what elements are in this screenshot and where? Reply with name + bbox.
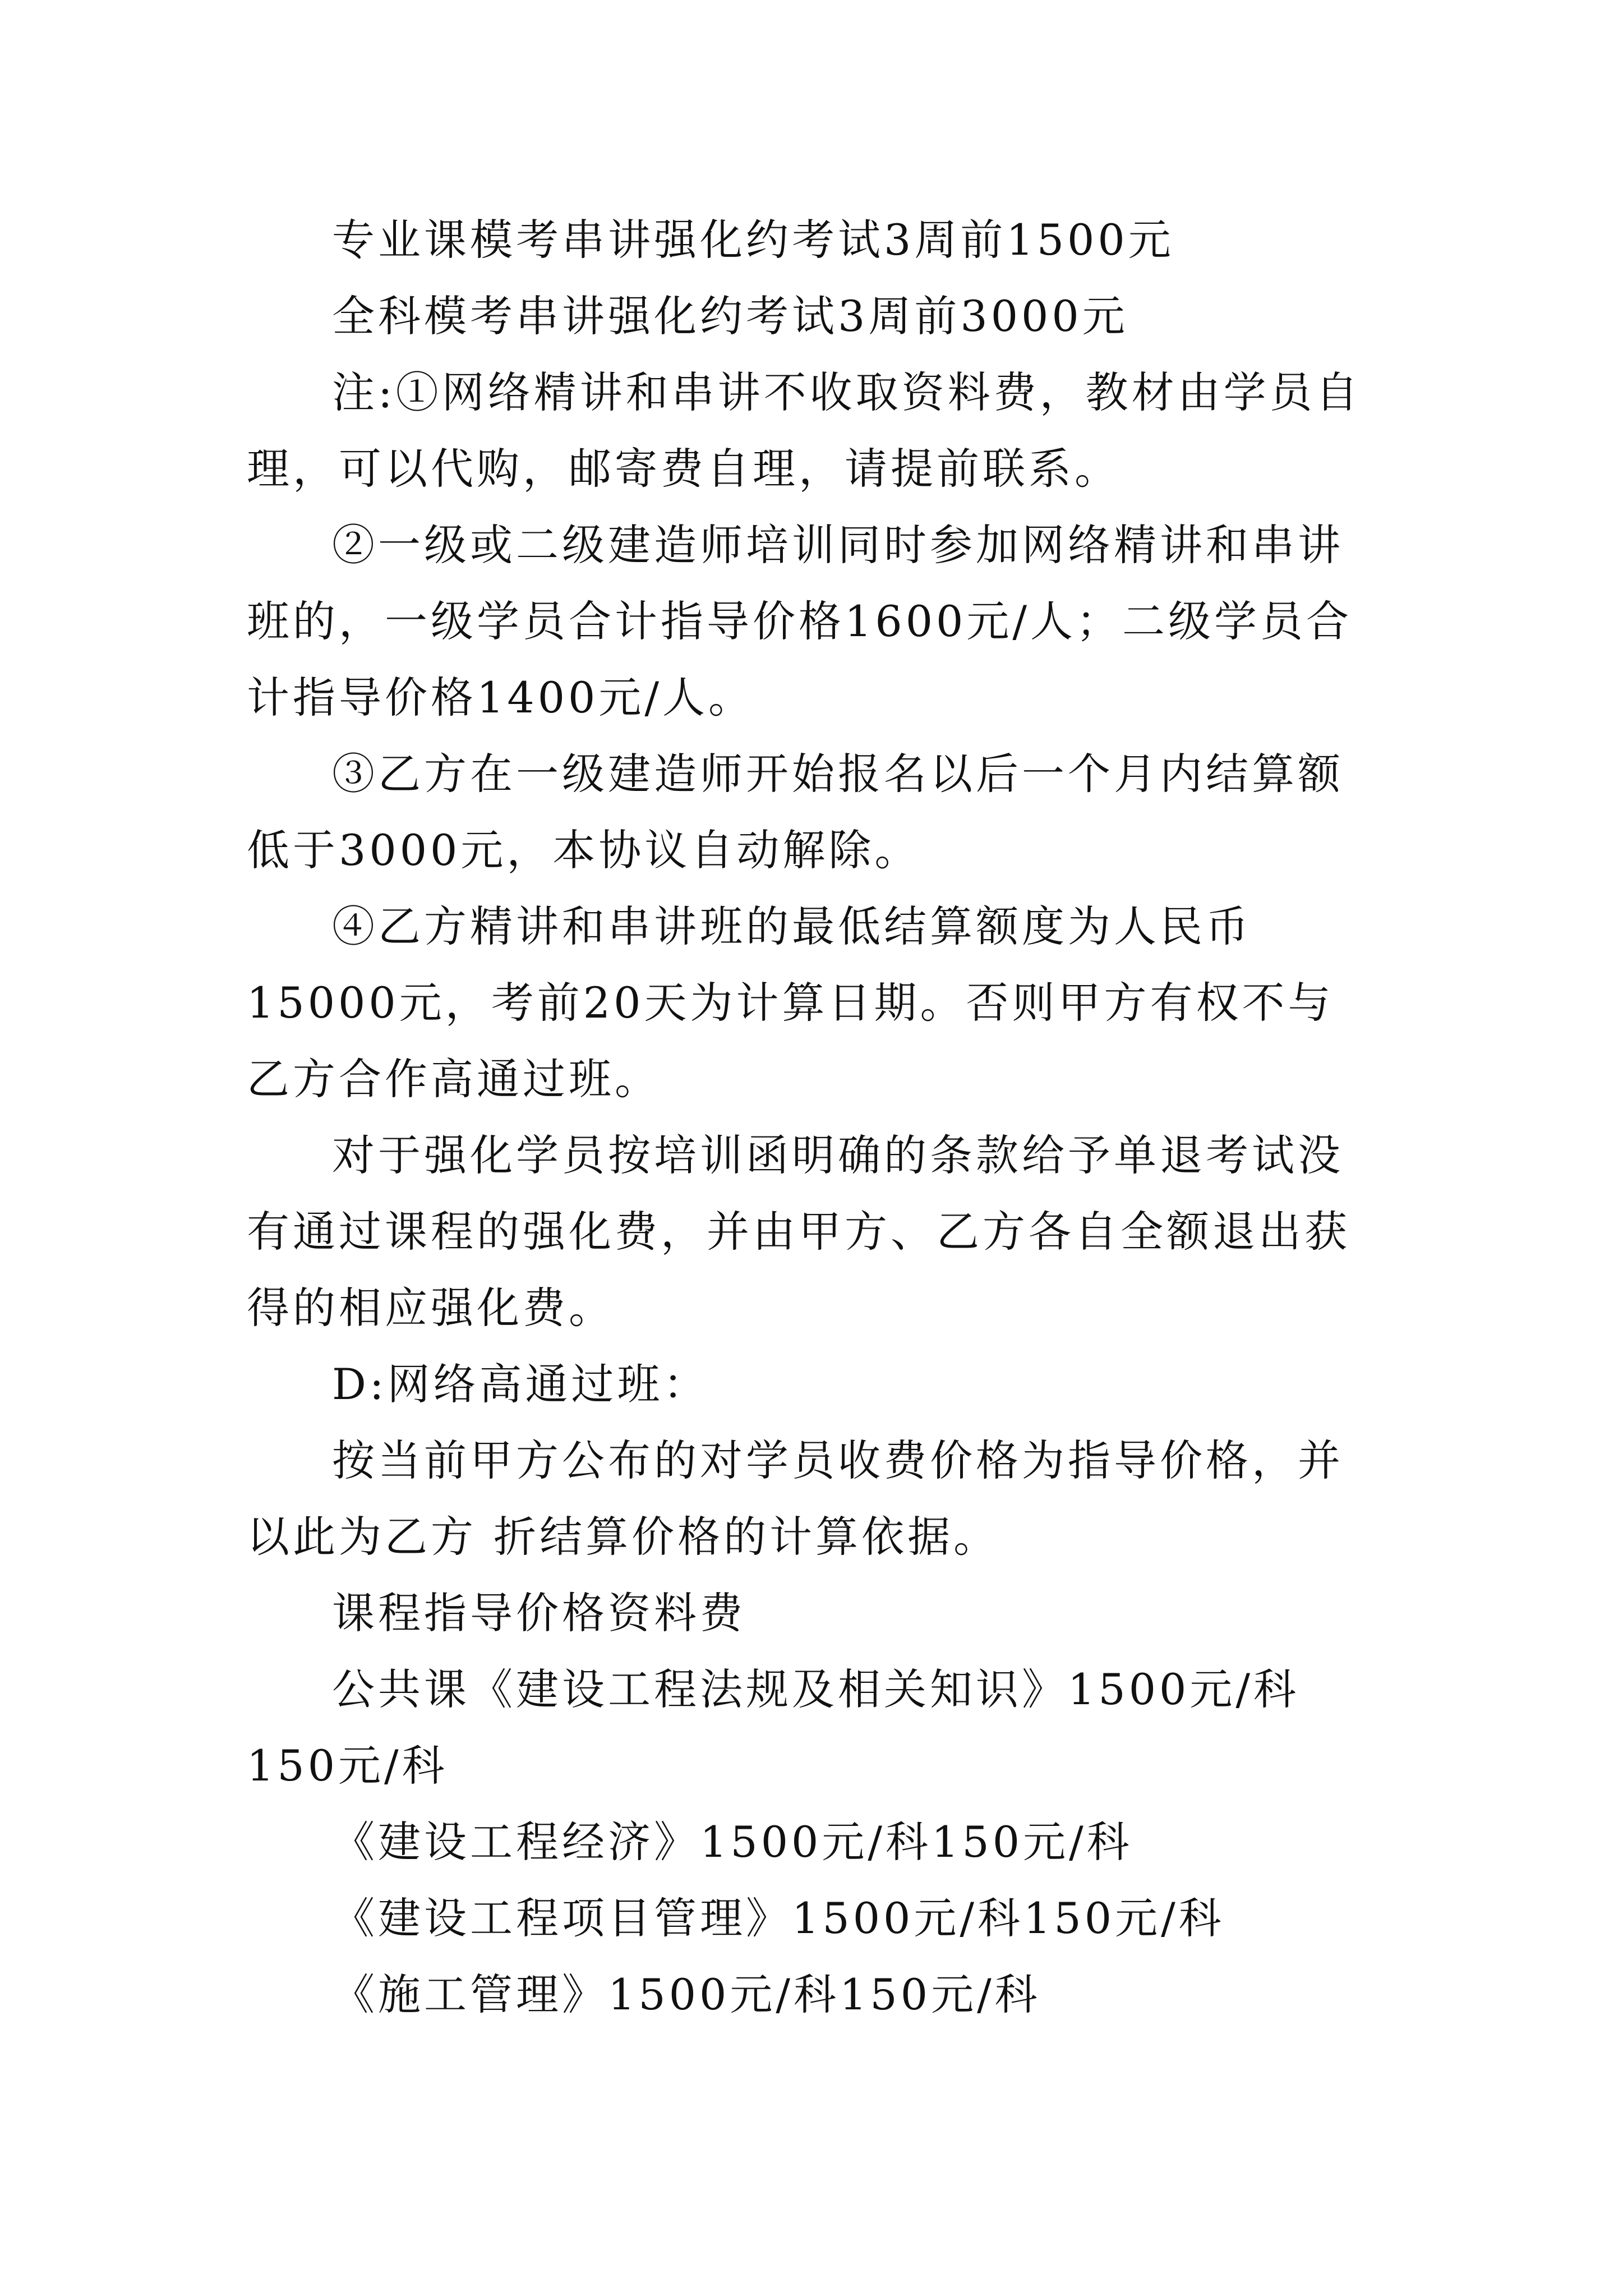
price-row-construction-management: 《施工管理》1500元/科150元/科 (332, 1970, 1041, 2019)
price-row-economics: 《建设工程经济》1500元/科150元/科 (332, 1817, 1133, 1867)
section-heading-d: D:网络高通过班： (332, 1359, 709, 1409)
paragraph-note-4: ④乙方精讲和串讲班的最低结算额度为人民币15000元，考前20天为计算日期。否则甲方有权不与乙方合作高通过班。 (247, 901, 1334, 1104)
document-body (247, 202, 1380, 2033)
paragraph-professional-course-price: 专业课模考串讲强化约考试3周前1500元 (332, 215, 1174, 265)
paragraph-all-subjects-price: 全科模考串讲强化约考试3周前3000元 (332, 291, 1128, 341)
paragraph-pricing-basis: 按当前甲方公布的对学员收费价格为指导价格，并以此为乙方 折结算价格的计算依据。 (247, 1435, 1344, 1562)
paragraph-note-2: ②一级或二级建造师培训同时参加网络精讲和串讲班的，一级学员合计指导价格1600元/人；二级学员合计指导价格1400元/人。 (247, 520, 1353, 723)
price-table-header: 课程指导价格资料费 (332, 1588, 746, 1638)
paragraph-refund-policy: 对于强化学员按培训函明确的条款给予单退考试没有通过课程的强化费，并由甲方、乙方各自全额退出获得的相应强化费。 (247, 1130, 1350, 1333)
price-row-project-management: 《建设工程项目管理》1500元/科150元/科 (332, 1893, 1225, 1943)
paragraph-note-3: ③乙方在一级建造师开始报名以后一个月内结算额低于3000元，本协议自动解除。 (247, 749, 1344, 875)
price-row-public-course: 公共课《建设工程法规及相关知识》1500元/科150元/科 (247, 1664, 1300, 1791)
paragraph-note-1: 注:①网络精讲和串讲不收取资料费，教材由学员自理，可以代购，邮寄费自理，请提前联系。 (247, 367, 1362, 494)
